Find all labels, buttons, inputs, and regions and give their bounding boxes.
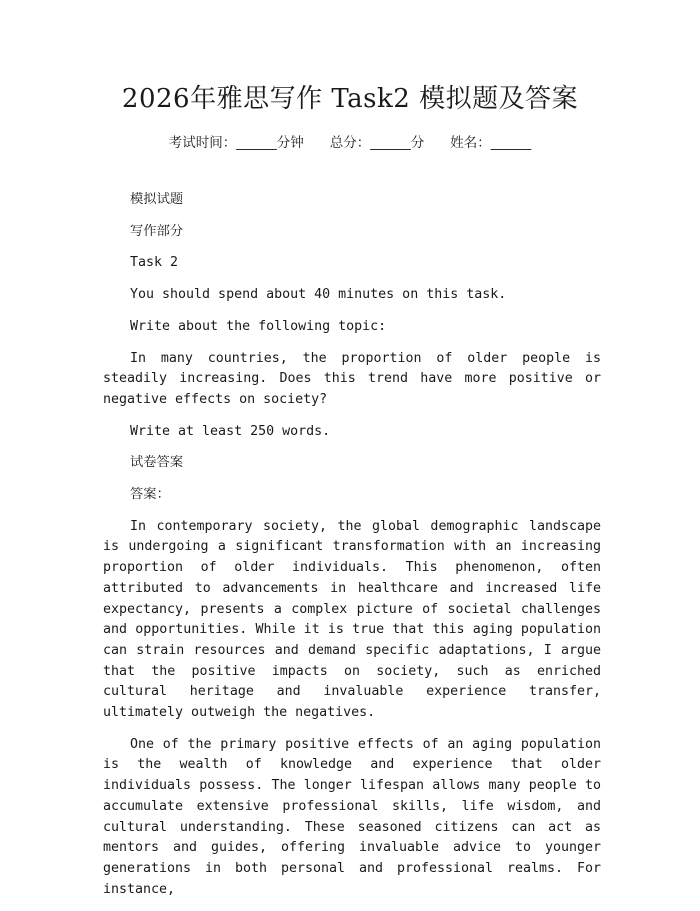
answer-paragraph-body-1: One of the primary positive effects of an aging population is the wealth of knowledge and experience that older individuals possess. The longer lifespan allows many people to accumulate extensive professional skills, life wisdom, and cultural understanding. These seasoned citizens can act as mentors and guides, offering invaluable advice to younger generations in both personal and professional realms. For instance, [103, 736, 601, 897]
section-heading-answers: 试卷答案 [130, 455, 184, 471]
section-heading-writing: 写作部分 [130, 223, 184, 239]
answer-paragraph-intro: In contemporary society, the global demographic landscape is undergoing a significant transformation with an increasing proportion of older individuals. This phenomenon, often attributed to advancements in healthcare and increased life expectancy, presents a complex picture of societal challenges and opportunities. While it is true that this aging population can strain resources and demand specific adaptations, I argue that the positive impacts on society, such as enriched cultural heritage and invaluable experience transfer, ultimately outweigh the negatives. [103, 518, 601, 721]
answer-label: 答案： [130, 487, 170, 503]
document-title: 2026年雅思写作 Task2 模拟题及答案 [121, 84, 579, 114]
time-instruction: You should spend about 40 minutes on this task. [130, 287, 507, 303]
total-score-field: 总分：______分 [329, 135, 425, 151]
word-count-instruction: Write at least 250 words. [130, 423, 331, 439]
exam-meta-line [0, 131, 700, 151]
section-heading-mock-test: 模拟试题 [130, 192, 184, 207]
name-field: 姓名：______ [450, 135, 532, 151]
document-body [103, 190, 601, 911]
topic-instruction: Write about the following topic: [130, 318, 387, 334]
exam-time-field: 考试时间：______分钟 [168, 135, 304, 151]
essay-prompt: In many countries, the proportion of older people is steadily increasing. Does this trend have more positive or negative effects on society? [103, 350, 601, 407]
task-label: Task 2 [130, 255, 179, 271]
